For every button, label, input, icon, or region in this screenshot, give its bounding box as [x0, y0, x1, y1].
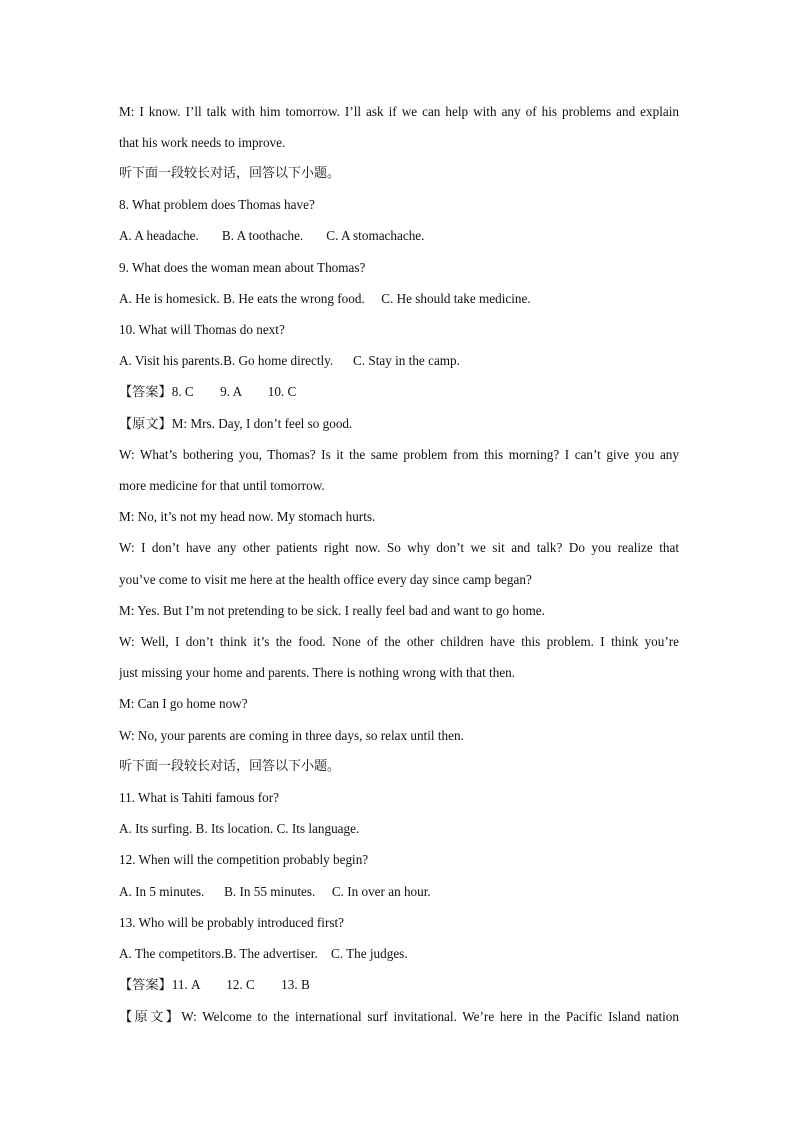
dialogue-line-m: M: Yes. But I’m not pretending to be sick. I really feel bad and want to go home. [119, 603, 545, 618]
transcript-start: 【原文】M: Mrs. Day, I don’t feel so good. [119, 416, 353, 431]
section-instruction: 听下面一段较长对话，回答以下小题。 [119, 166, 341, 181]
question-8-options: A. A headache. B. A toothache. C. A stomachache. [119, 228, 425, 243]
dialogue-line-w: W: Well, I don’t think it’s the food. None of the other children have this problem. I think you’re [119, 634, 679, 649]
dialogue-line-continued: more medicine for that until tomorrow. [119, 478, 325, 493]
dialogue-line-continued: that his work needs to improve. [119, 135, 286, 150]
question-12-options: A. In 5 minutes. B. In 55 minutes. C. In over an hour. [119, 884, 431, 899]
dialogue-line-w: W: What’s bothering you, Thomas? Is it the same problem from this morning? I can’t give you any [119, 447, 679, 462]
dialogue-line-w: W: No, your parents are coming in three days, so relax until then. [119, 728, 464, 743]
question-10: 10. What will Thomas do next? [119, 322, 285, 337]
dialogue-line-continued: you’ve come to visit me here at the health office every day since camp began? [119, 572, 532, 587]
dialogue-line-w: W: I don’t have any other patients right now. So why don’t we sit and talk? Do you realize that [119, 540, 679, 555]
question-10-options: A. Visit his parents.B. Go home directly. C. Stay in the camp. [119, 353, 460, 368]
dialogue-line-continued: just missing your home and parents. There is nothing wrong with that then. [119, 665, 516, 680]
transcript-start: 【原文】W: Welcome to the international surf invitational. We’re here in the Pacific Island nation [119, 1009, 679, 1024]
question-8: 8. What problem does Thomas have? [119, 197, 315, 212]
question-9-options: A. He is homesick. B. He eats the wrong food. C. He should take medicine. [119, 291, 531, 306]
section-instruction: 听下面一段较长对话，回答以下小题。 [119, 759, 341, 774]
question-13: 13. Who will be probably introduced first? [119, 915, 344, 930]
answer-key: 【答案】11. A 12. C 13. B [119, 977, 310, 992]
dialogue-line-m: M: Can I go home now? [119, 696, 248, 711]
dialogue-line-m: M: No, it’s not my head now. My stomach hurts. [119, 509, 376, 524]
question-13-options: A. The competitors.B. The advertiser. C. The judges. [119, 946, 408, 961]
question-11-options: A. Its surfing. B. Its location. C. Its language. [119, 821, 360, 836]
question-11: 11. What is Tahiti famous for? [119, 790, 279, 805]
answer-key: 【答案】8. C 9. A 10. C [119, 384, 297, 399]
question-9: 9. What does the woman mean about Thomas? [119, 260, 366, 275]
dialogue-line-m: M: I know. I’ll talk with him tomorrow. I’ll ask if we can help with any of his problems and explain [119, 104, 679, 119]
question-12: 12. When will the competition probably begin? [119, 852, 369, 867]
